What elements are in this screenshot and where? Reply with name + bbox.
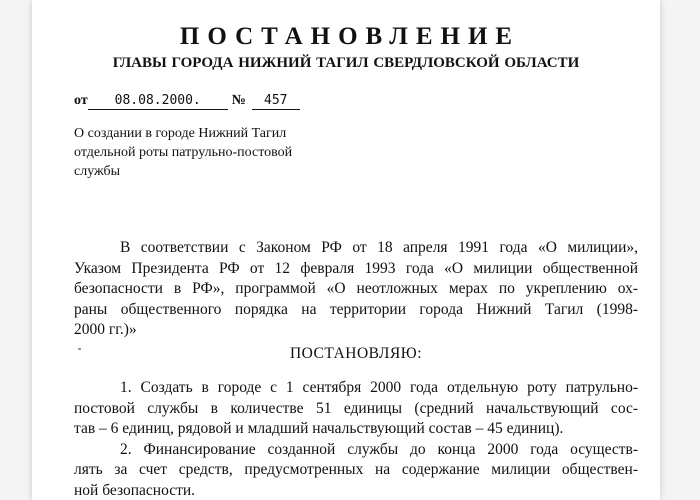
document-page bbox=[32, 0, 660, 500]
number-label: № bbox=[231, 93, 246, 108]
item-line: 1. Создать в городе с 1 сентября 2000 года отдельную роту патрульно- bbox=[120, 379, 638, 396]
preamble-line: Указом Президента РФ от 12 февраля 1993 года «О милиции общественной bbox=[74, 259, 638, 277]
preamble-line: В соответствии с Законом РФ от 18 апреля 1991 года «О милиции», bbox=[120, 239, 638, 256]
date-value: 08.08.2000. bbox=[88, 93, 228, 110]
item-line: лять за счет средств, предусмотренных на содержание милиции обществен- bbox=[74, 461, 638, 478]
date-label: от bbox=[74, 93, 88, 108]
item-line: 2. Финансирование созданной службы до конца 2000 года осуществ- bbox=[120, 440, 638, 458]
preamble-line: безопасности в РФ», программой «О неотложных мерах по укреплению ох- bbox=[74, 280, 638, 297]
item-line: постовой службы в количестве 51 единицы (средний начальствующий сос- bbox=[74, 399, 638, 417]
preamble-line: раны общественного порядка на территории города Нижний Тагил (1998- bbox=[74, 300, 638, 318]
subject-line: О создании в городе Нижний Тагил bbox=[74, 126, 287, 141]
number-value: 457 bbox=[252, 93, 300, 110]
decree-heading: ПОСТАНОВЛЯЮ: bbox=[289, 344, 423, 362]
decree-item-1 bbox=[74, 378, 638, 440]
decree-item-2 bbox=[74, 440, 638, 500]
subject-line: отдельной роты патрульно-постовой bbox=[74, 145, 293, 160]
document-subject bbox=[74, 124, 364, 181]
document-subtitle: ГЛАВЫ ГОРОДА НИЖНИЙ ТАГИЛ СВЕРДЛОВСКОЙ ОБЛАСТИ bbox=[112, 55, 580, 71]
preamble-line: 2000 гг.)» bbox=[74, 321, 137, 338]
preamble-paragraph bbox=[74, 238, 638, 341]
document-body bbox=[74, 238, 638, 500]
document-title: ПОСТАНОВЛЕНИЕ bbox=[179, 23, 521, 50]
item-line: тав – 6 единиц, рядовой и младший начальствующий состав – 45 единиц). bbox=[74, 420, 564, 437]
item-line: ной безопасности. bbox=[74, 481, 196, 499]
subject-line: службы bbox=[74, 164, 121, 179]
document-meta bbox=[74, 91, 300, 111]
